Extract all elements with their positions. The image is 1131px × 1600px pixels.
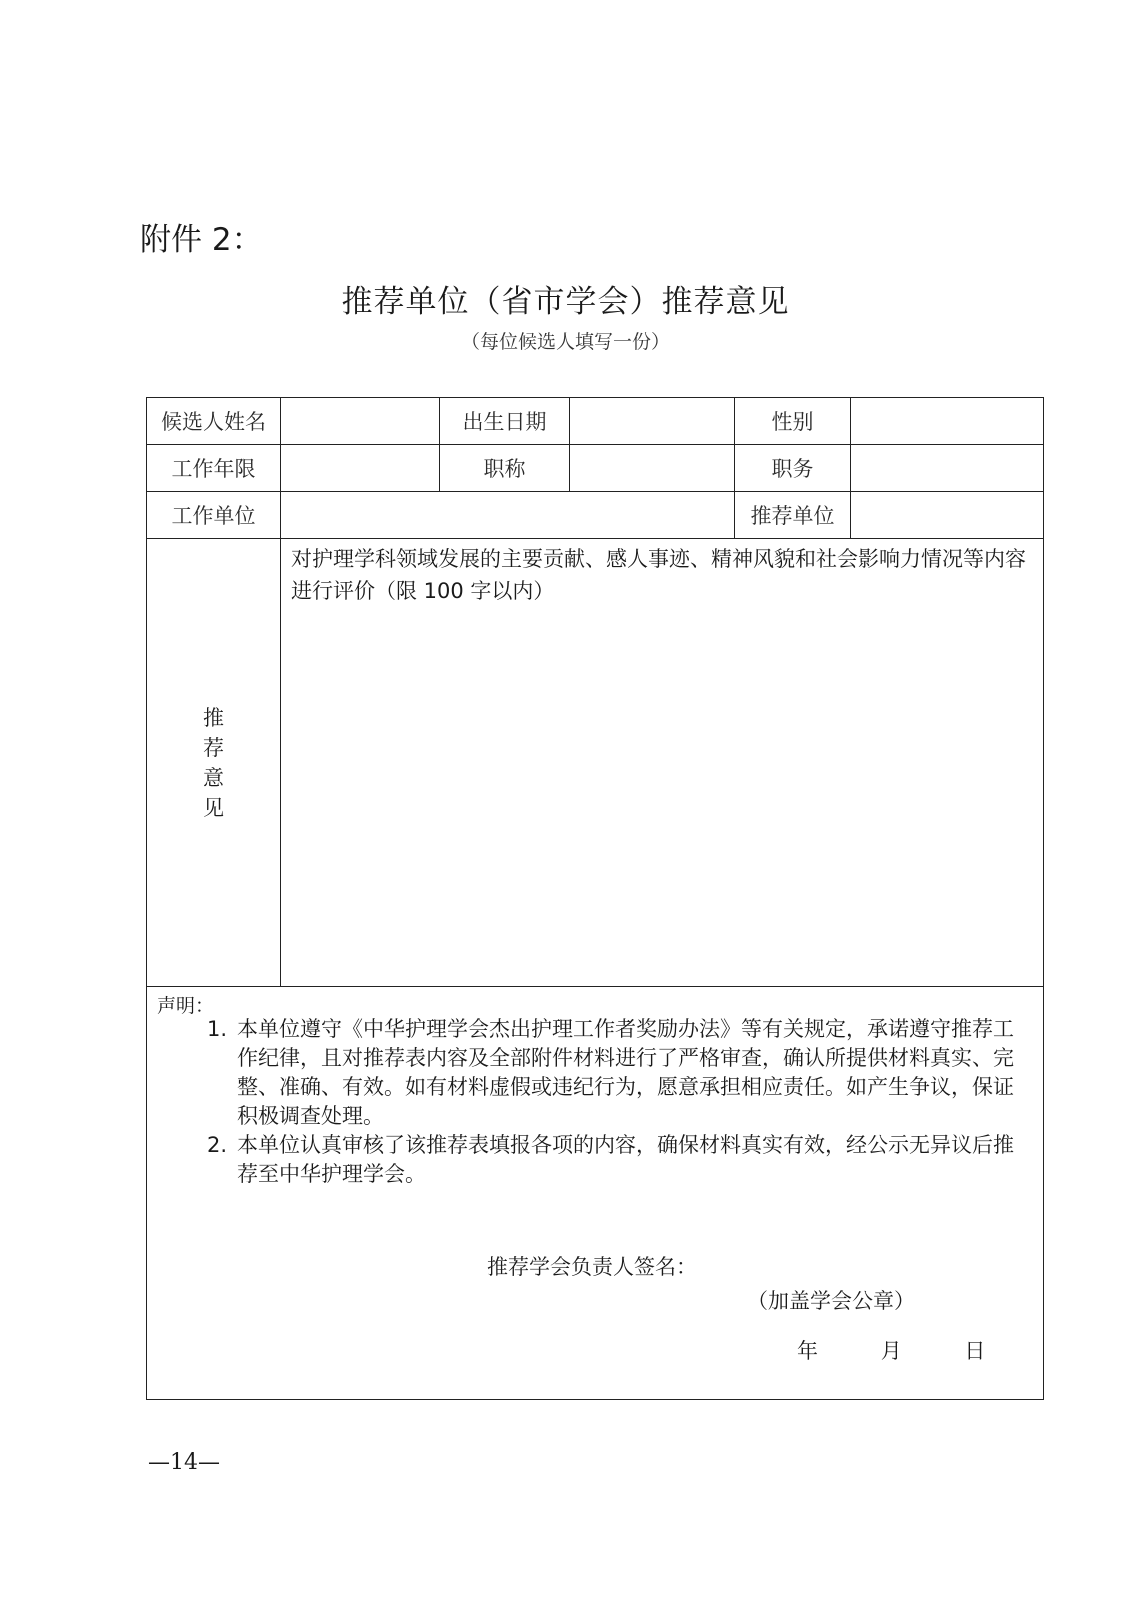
recommending-unit-field[interactable] [851,492,1044,539]
opinion-label-char: 意 [203,765,224,790]
position-field[interactable] [851,445,1044,492]
opinion-prompt: 对护理学科领域发展的主要贡献、感人事迹、精神风貌和社会影响力情况等内容进行评价（限 100 字以内） [291,547,1026,603]
opinion-label-char: 推 [203,705,224,730]
date-line [797,1335,985,1365]
form-row-unit [147,492,1044,539]
page-number: —14— [148,1450,220,1475]
candidate-name-field[interactable] [281,398,440,445]
signature-label: 推荐学会负责人签名： [487,1255,697,1279]
work-years-label: 工作年限 [147,445,281,492]
work-unit-field[interactable] [281,492,735,539]
work-unit-label: 工作单位 [147,492,281,539]
date-month: 月 [880,1339,902,1363]
recommending-unit-label: 推荐单位 [735,492,851,539]
gender-field[interactable] [851,398,1044,445]
work-years-field[interactable] [281,445,440,492]
declaration-item-number: 1. [207,1017,228,1041]
declaration-item-text: 本单位遵守《中华护理学会杰出护理工作者奖励办法》等有关规定，承诺遵守推荐工作纪律，且对推荐表内容及全部附件材料进行了严格审查，确认所提供材料真实、完整、准确、有效。如有材料虚假或违纪行为，愿意承担相应责任。如产生争议，保证积极调查处理。 [237,1017,1014,1128]
candidate-name-label: 候选人姓名 [147,398,281,445]
declaration-item [207,1131,1017,1189]
form-subtitle: （每位候选人填写一份） [460,331,670,353]
form-row-work [147,445,1044,492]
declaration-item [207,1015,1017,1131]
professional-title-label: 职称 [440,445,570,492]
date-year: 年 [797,1339,818,1363]
declaration-item-text: 本单位认真审核了该推荐表填报各项的内容，确保材料真实有效，经公示无异议后推荐至中华护理学会。 [237,1133,1014,1186]
opinion-label [147,539,281,987]
form-title: 推荐单位（省市学会）推荐意见 [341,284,790,320]
birth-date-label: 出生日期 [440,398,570,445]
opinion-label-char: 荐 [203,735,224,760]
form-row-opinion [147,539,1044,987]
form-row-basic [147,398,1044,445]
declaration-item-number: 2. [207,1133,228,1157]
opinion-field[interactable] [281,539,1044,987]
gender-label: 性别 [735,398,851,445]
recommendation-form [146,397,1044,1400]
declaration-title: 声明： [157,995,215,1017]
form-row-declaration [147,987,1044,1400]
declaration-section [147,987,1044,1400]
attachment-label: 附件 2： [140,222,263,258]
professional-title-field[interactable] [570,445,735,492]
position-label: 职务 [735,445,851,492]
seal-note: （加盖学会公章） [747,1289,915,1313]
birth-date-field[interactable] [570,398,735,445]
opinion-label-char: 见 [203,795,224,820]
date-day: 日 [964,1339,986,1363]
